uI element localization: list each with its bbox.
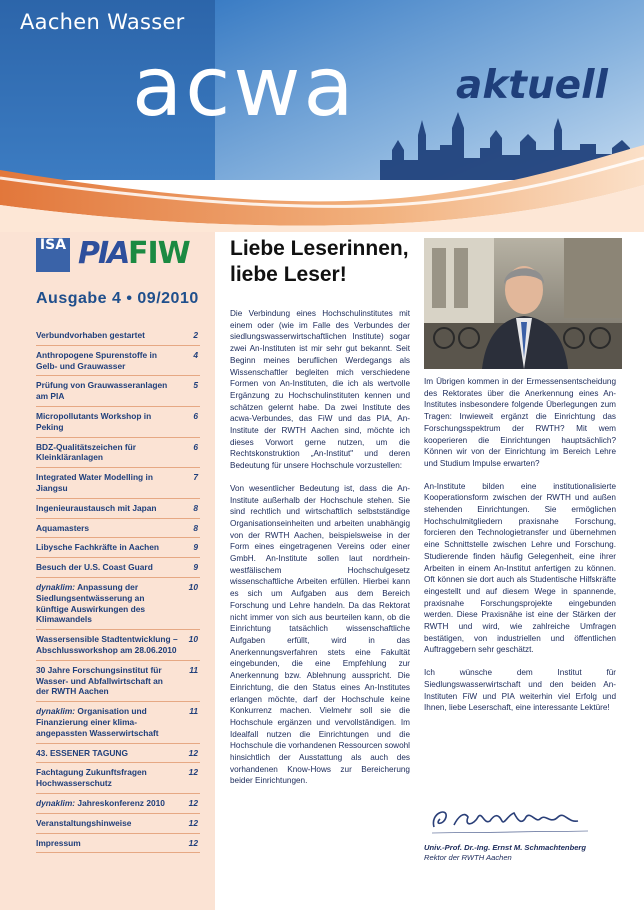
toc-item-prefix: dynaklim: <box>36 581 76 592</box>
brand-name: Aachen Wasser <box>20 10 185 34</box>
toc-item-page: 2 <box>193 330 198 340</box>
toc-item-title: Aquamasters <box>36 522 90 533</box>
toc-item-page: 6 <box>193 410 198 421</box>
masthead <box>0 0 644 232</box>
paragraph: Im Übrigen kommen in der Ermessensentscheidung des Rektorates über die Anerkennung eines An-Institutes insbesondere folgende Überlegungen zum Tragen: Inwieweit ergänzt die Einrichtung das Forschungsspektrum der RWTH? Mit wem kooperieren die Einrichtungen hauptsächlich? Können wir von der Einrichtung im Bereich Lehre und Studium Impulse erwarten? <box>424 377 616 468</box>
toc-item-title: Libysche Fachkräfte in Aachen <box>36 542 160 553</box>
toc-item <box>36 661 200 702</box>
paragraph: Von wesentlicher Bedeutung ist, dass die An-Institute außerhalb der Hochschule stehen. Sie sind rechtlich und wirtschaftlich selbstständige Organisationseinheiten und arbeiten unabhängig von der RWTH Aachen, beispielsweise in der Form eines eingetragenen Vereins oder einer GmbH. An-Institute sollen laut nordrhein-westfälischem Hochschulgesetz wissenschaftliche Arbeiten erfüllen. Hierbei kann es sich um Aufgaben aus dem Bereich Forschung und Lehre handeln. Da das Rektorat nicht immer von sich aus beurteilen kann, ob die Einrichtung tatsächlich wissenschaftliche Aufgaben erfüllt, wird in das Anerkennungsverfahren stets eine Fakultät eingebunden, die eine Empfehlung zur Anerkennung bzw. Ablehnung ausspricht. Die Einrichtung, die den Status eines An-Institutes erlangen möchte, darf der Hochschule keine Konkurrenz machen. Vielmehr soll sie die Hochschule ergänzen und vervollständigen. Im Idealfall nutzen die Einrichtungen und die Hochschule die vorhandenen Ressourcen sowohl hinsichtlich der Ausstattung als auch des vorhandenen Know-Hows zur Bereicherung beider Einrichtungen. <box>230 483 410 786</box>
toc-item-prefix: dynaklim: <box>36 797 76 808</box>
paragraph: Die Verbindung eines Hochschulinstitutes mit einem oder (wie im Falle des Verbundes der siedlungswasserwirtschaftlichen Institute) sogar zwei An-Instituten ist mir sehr gut bekannt. Seit Beginn meines beruflichen Werdegangs als Wissenschaftler begleiten mich verschiedene Formen von An-Instituten, die ich als wertvolle Ergänzung zu Hochschulinstituten kennen und schätzen gelernt habe. Da zwei Institute des acwa-Verbundes, das FiW und das PIA, An-Institute der RWTH Aachen sind, möchte ich dieses Vorwort gerne nutzen, um die Rechtskonstruktion „An-Institut" und deren Bedeutung für unsere Hochschule vorzustellen: <box>230 309 410 471</box>
toc-item-title: Besuch der U.S. Coast Guard <box>36 562 153 573</box>
isa-logo: ISA <box>36 238 70 272</box>
toc-item-title: Anpassung der Siedlungsentwässerung an künftige Auswirkungen des Klimawandels <box>36 581 146 625</box>
sidebar <box>0 232 215 910</box>
signature-role: Rektor der RWTH Aachen <box>424 853 512 862</box>
toc-item-page: 9 <box>193 562 198 573</box>
toc-item-page: 11 <box>189 664 198 675</box>
toc-item <box>36 376 200 407</box>
paragraph: Ich wünsche dem Institut für Siedlungswasserwirtschaft und den beiden An-Instituten FiW und PIA weiterhin viel Erfolg und Ihnen, liebe Leserschaft, eine interessante Lektüre! <box>424 668 616 713</box>
issue-number: Ausgabe 4 • 09/2010 <box>36 290 199 307</box>
toc-item-page: 11 <box>189 706 198 717</box>
toc-item <box>36 744 200 764</box>
toc-item <box>36 326 200 346</box>
toc-item-title: Integrated Water Modelling in Jiangsu <box>36 472 153 493</box>
table-of-contents <box>36 326 200 853</box>
toc-item-page: 12 <box>188 747 198 758</box>
toc-item-page: 12 <box>188 817 198 828</box>
toc-item <box>36 407 200 438</box>
toc-item <box>36 834 200 854</box>
fiw-logo: FIW <box>128 236 190 271</box>
toc-item-title: Fachtagung Zukunftsfragen Hochwasserschutz <box>36 767 147 789</box>
editorial-column-2 <box>424 376 616 725</box>
signature-name: Univ.-Prof. Dr.-Ing. Ernst M. Schmachtenberg <box>424 843 587 852</box>
toc-item-page: 4 <box>193 349 198 360</box>
toc-item-page: 12 <box>188 837 198 848</box>
toc-item-page: 7 <box>193 472 198 483</box>
toc-item-prefix: dynaklim: <box>36 706 76 717</box>
toc-item-title: Wassersensible Stadtentwicklung – Abschlussworkshop am 28.06.2010 <box>36 634 178 655</box>
toc-item <box>36 558 200 578</box>
toc-item-page: 8 <box>193 502 198 513</box>
toc-item-page: 10 <box>188 581 198 592</box>
toc-item <box>36 578 200 630</box>
toc-item-page: 12 <box>188 797 198 808</box>
toc-item <box>36 538 200 558</box>
toc-item-page: 5 <box>193 380 198 391</box>
toc-item <box>36 630 200 661</box>
aktuell-logo: aktuell <box>456 63 608 108</box>
toc-item <box>36 814 200 834</box>
toc-item-page: 12 <box>188 767 198 778</box>
toc-item-title: Micropollutants Workshop in Peking <box>36 410 152 432</box>
toc-item-page: 6 <box>193 441 198 452</box>
acwa-logo: acwa <box>132 40 357 135</box>
toc-item-title: Anthropogene Spurenstoffe in Gelb- und Grauwasser <box>36 349 157 371</box>
toc-item-title: Prüfung von Grauwasseranlagen am PIA <box>36 380 168 402</box>
toc-item-page: 8 <box>193 522 198 533</box>
toc-item-title: 30 Jahre Forschungsinstitut für Wasser- und Abfallwirtschaft an der RWTH Aachen <box>36 664 163 697</box>
toc-item-title: Verbundvorhaben gestartet <box>36 330 145 340</box>
toc-item-title: Veranstaltungshinweise <box>36 817 132 828</box>
author-photo <box>424 238 622 369</box>
paragraph: An-Institute bilden eine institutionalisierte Kooperationsform zwischen der RWTH und außen stehenden Einrichtungen. Sie ermöglichen Hochschulmitgliedern praxisnahe Forschung, forcieren den Technologietransfer und übernehmen eine Schnittstelle zwischen Lehre und Forschung. Studierende finden häufig Gelegenheit, eine ihrer Arbeiten in einem An-Institut anfertigen zu können. Oft können sie dort auch als Studentische Hilfskräfte eingestellt und auf diesem Wege in spannende, praxisnahe Forschungsprojekte eingebunden werden. Diese Praxisnähe ist eine der Stärken der RWTH und wird, wie zahlreiche Umfragen bestätigen, von industriellen und öffentlichen Auftraggebern sehr geschätzt. <box>424 481 616 655</box>
toc-item-title: BDZ-Qualitätszeichen für Kleinkläranlagen <box>36 441 137 463</box>
toc-item <box>36 519 200 539</box>
toc-item <box>36 346 200 377</box>
page-title <box>230 236 420 288</box>
toc-item-page: 9 <box>193 542 198 553</box>
toc-item <box>36 468 200 499</box>
toc-item <box>36 438 200 469</box>
portrait-photo-icon <box>424 238 622 369</box>
headline-line-1: Liebe Leserinnen, <box>230 237 409 260</box>
toc-item <box>36 794 200 814</box>
toc-item-title: Ingenieuraustausch mit Japan <box>36 502 157 513</box>
toc-item <box>36 702 200 743</box>
toc-item <box>36 499 200 519</box>
headline-line-2: liebe Leser! <box>230 263 347 286</box>
pia-logo: PIA <box>78 236 129 271</box>
toc-item-page: 10 <box>188 634 198 645</box>
toc-item <box>36 763 200 794</box>
toc-item-title: Jahreskonferenz 2010 <box>75 797 165 808</box>
editorial-column-1 <box>230 308 410 798</box>
toc-item-title: 43. ESSENER TAGUNG <box>36 747 128 758</box>
handwritten-signature-icon <box>428 803 598 837</box>
toc-item-title: Organisation und Finanzierung einer klima-angepassten Wasserwirtschaft <box>36 706 159 738</box>
toc-item-title: Impressum <box>36 837 81 848</box>
